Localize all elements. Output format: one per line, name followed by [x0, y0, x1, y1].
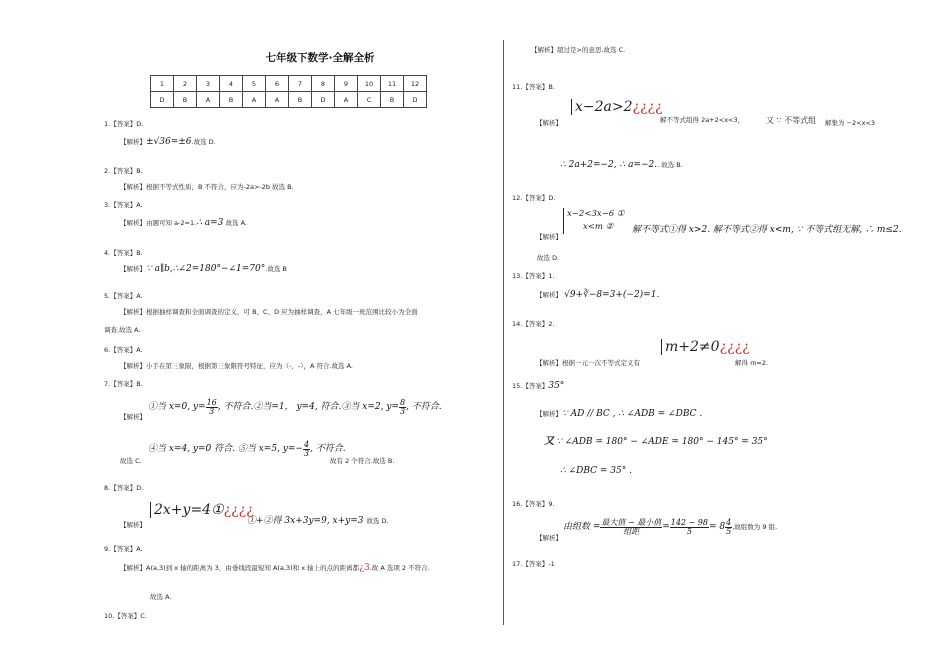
q16-answer: 16.【答案】9.: [512, 500, 555, 508]
answer-table-number-cell: 1: [151, 76, 174, 92]
q16-tail: ,故组数为 9 组.: [732, 523, 778, 531]
q7-answer: 7.【答案】B.: [104, 380, 143, 388]
q7-case3: .③当 x=2, y=: [338, 402, 399, 412]
q3-math: ∴ a=3: [196, 218, 224, 228]
q15-line2: [544, 437, 768, 447]
q16-frac-def: [600, 519, 662, 536]
q16-formula: [563, 516, 777, 538]
column-divider: [503, 40, 504, 625]
answer-table-answer-cell: A: [335, 92, 358, 108]
answer-table-answer-cell: B: [289, 92, 312, 108]
answer-table-answer-cell: A: [197, 92, 220, 108]
q1-explanation: [120, 138, 216, 147]
q11-answer: 11.【答案】B.: [512, 83, 555, 91]
q6-answer: 6.【答案】A.: [104, 346, 143, 354]
answer-table-number-cell: 11: [381, 76, 404, 92]
q16-exp-label: 【解析】: [536, 534, 562, 542]
answer-table-number-cell: 8: [312, 76, 335, 92]
q15-conclusion: ∴ ∠DBC = 35° .: [560, 466, 632, 476]
q8-exp-label: 【解析】: [120, 521, 146, 529]
q7-frac3-num: 4: [303, 439, 310, 449]
q14-tail: 解得 m=2.: [735, 359, 769, 367]
q16-eq: =: [662, 522, 670, 532]
q12-ineq1: x−2<3x−6 ①: [567, 209, 625, 219]
answer-table-number-cell: 12: [404, 76, 427, 92]
q11-system-eq: x−2a>2: [575, 99, 633, 115]
q9-answer: 9.【答案】A.: [104, 545, 143, 553]
q15-line3: [560, 467, 632, 476]
q7-frac3-den: 3: [303, 448, 310, 458]
q16-eq2: = 8: [709, 522, 726, 532]
q16-frac-val: [670, 519, 709, 536]
q5-explanation-line1: 【解析】根据抽样调查和全面调查的定义，可 B、C、D 应为抽样调查，A 七年级一班范围比较小为全面: [120, 308, 418, 316]
q15-exp-label: 【解析】: [536, 410, 562, 418]
q9-tail: .故 A 选项 2 不符合.: [369, 564, 430, 572]
q5-explanation-line2: 调查.故选 A.: [104, 326, 141, 334]
q5-answer: 5.【答案】A.: [104, 292, 143, 300]
q11-also: 又 ∵ 不等式组: [766, 116, 817, 125]
page-title: 七年级下数学·全解全析: [265, 52, 375, 64]
q11-tail: . 故选 B.: [657, 161, 683, 169]
q1-tail: .故选 D.: [191, 138, 216, 146]
q15-angle-calc: ∵ ∠ADB = 180° − ∠ADE = 180° − 145° = 35°: [556, 437, 768, 447]
q16-frac-def-num: 最大值 − 最小值: [601, 517, 662, 527]
q7-tail-right: 故有 2 个符合.故选 B.: [330, 457, 395, 465]
q12-solve: [632, 226, 902, 235]
q7-case4: ④当 x=4, y=0 符合: [148, 444, 233, 454]
q14-answer: 14.【答案】2.: [512, 320, 555, 328]
q15-also: 又: [544, 436, 554, 447]
q7-frac1-num: 16: [206, 397, 217, 407]
q8-answer: 8.【答案】D.: [104, 484, 144, 492]
q12-answer: 12.【答案】D.: [512, 194, 556, 202]
q14-garbled: ¿¿¿¿: [719, 339, 750, 355]
q11-result: ∴ 2a+2=−2, ∴ a=−2.: [560, 160, 658, 170]
answer-table-number-cell: 3: [197, 76, 220, 92]
q3-answer: 3.【答案】A.: [104, 201, 143, 209]
q9-conclusion: 故选 A.: [150, 593, 172, 601]
answer-table-number-row: [151, 76, 427, 92]
q7-case1-result: , 不符合: [217, 402, 251, 412]
q2-explanation: 【解析】根据不等式性质，B 不符合，应为-2a>-2b 故选 B.: [120, 183, 294, 191]
answer-table-answer-cell: D: [404, 92, 427, 108]
q15-answer: [512, 382, 564, 391]
answer-table-number-cell: 2: [174, 76, 197, 92]
q11-solution-set: 解集为 −2<x<3: [825, 119, 876, 127]
q15-explanation: [536, 410, 702, 419]
answer-table-answer-cell: A: [243, 92, 266, 108]
q7-frac2-den: 3: [399, 406, 406, 416]
q10-answer: 10.【答案】C.: [104, 612, 147, 620]
q7-exp-label: 【解析】: [120, 413, 146, 421]
q8-line: [247, 517, 389, 526]
answer-table-answer-cell: B: [220, 92, 243, 108]
q8-system-eq: 2x+y=4①: [154, 502, 224, 518]
q14-exp-label: 【解析】根据一元一次不等式定义有: [536, 359, 640, 367]
q1-math: ±√36=±6: [146, 137, 192, 147]
q1-answer: 1.【答案】D.: [104, 120, 144, 128]
q9-explanation: [120, 564, 430, 573]
q3-exp-label: 【解析】由题可知 a-2=1.: [120, 219, 197, 227]
q8-garbled: ¿¿¿¿: [223, 502, 254, 518]
answer-table-answer-cell: A: [266, 92, 289, 108]
q12-exp-label: 【解析】: [536, 233, 562, 241]
q15-line1: ∵ AD // BC , ∴ ∠ADB = ∠DBC .: [562, 409, 703, 419]
q4-exp-label: 【解析】: [120, 265, 146, 273]
q8-combine: ①+②得 3x+3y=9: [247, 516, 327, 526]
q7-tail-left: 故选 C.: [120, 457, 142, 465]
q11-system: [571, 99, 663, 115]
q7-case1: ①当 x=0, y=: [148, 402, 206, 412]
q6-explanation: 【解析】小手在第三象限，根据第三象限符号特征，应为（-，-），A 符合.故选 A.: [120, 362, 353, 370]
answer-table: [150, 75, 427, 108]
q15-answer-value: 35°: [548, 381, 565, 391]
q11-conclusion: [560, 161, 683, 170]
q7-line1: [148, 398, 442, 416]
q4-tail: .故选 B: [265, 265, 287, 273]
q7-frac1: [206, 399, 218, 416]
q13-explanation: [536, 291, 659, 300]
q13-exp-label: 【解析】: [536, 291, 562, 299]
q11-garbled: ¿¿¿¿: [632, 99, 663, 115]
q13-answer: 13.【答案】1.: [512, 272, 555, 280]
q8-tail: 故选 D.: [366, 517, 389, 525]
q12-solve-text: 解不等式①得 x>2. 解不等式②得 x<m, ∵ 不等式组无解, ∴ m≤2.: [632, 225, 902, 235]
q8-system: [150, 502, 254, 518]
q4-math: ∵ a∥b,∴∠2=180°−∠1=70°: [146, 264, 266, 274]
q7-case5: . ⑤当 x=5, y=−: [232, 444, 303, 454]
answer-table-answer-cell: B: [174, 92, 197, 108]
q9-math: ¿3: [359, 563, 370, 573]
answer-table-number-cell: 9: [335, 76, 358, 92]
q3-explanation: [120, 219, 247, 228]
q10-explanation: 【解析】超过是>的意思.故选 C.: [531, 46, 626, 54]
q7-case5-result: , 不符合.: [310, 444, 346, 454]
answer-table-number-cell: 10: [358, 76, 381, 92]
answer-table-number-cell: 4: [220, 76, 243, 92]
q7-frac2: [399, 399, 406, 416]
q11-exp-label: 【解析】: [536, 119, 562, 127]
q7-frac3: [303, 441, 310, 458]
q16-frac-res-num: 4: [726, 517, 732, 527]
q13-math: √9+∛−8=3+(−2)=1.: [564, 290, 660, 300]
q16-frac-val-num: 142 − 98: [670, 517, 708, 527]
q12-ineq2: x<m ②: [583, 222, 614, 232]
q8-result: , x+y=3: [326, 516, 364, 526]
q16-frac-val-den: 5: [686, 526, 692, 536]
answer-table-number-cell: 6: [266, 76, 289, 92]
q9-exp-text: 【解析】A(a,3)到 x 轴的距离为 3，由垂线段最短知 A(a,3)和 x 轴上的点的距离都: [120, 564, 360, 572]
q1-exp-label: 【解析】: [120, 138, 146, 146]
q17-answer: 17.【答案】-1: [512, 560, 555, 568]
q4-answer: 4.【答案】B.: [104, 249, 143, 257]
answer-table-answer-cell: D: [151, 92, 174, 108]
answer-table-number-cell: 5: [243, 76, 266, 92]
answer-table-answer-cell: B: [381, 92, 404, 108]
answer-table-answer-row: [151, 92, 427, 108]
q16-frac-def-den: 组距: [623, 526, 640, 536]
q2-answer: 2.【答案】B.: [104, 167, 143, 175]
answer-table-number-cell: 7: [289, 76, 312, 92]
q4-explanation: [120, 265, 287, 274]
q7-case2: .②当=1， y=4, 符合: [250, 402, 339, 412]
q16-lead: 由组数 =: [563, 522, 601, 532]
q14-condition-eq: m+2≠0: [665, 339, 720, 355]
q11-solve: 解不等式组得 2a+2<x<3，: [660, 116, 745, 124]
answer-table-answer-cell: D: [312, 92, 335, 108]
q7-frac1-den: 3: [209, 406, 215, 416]
answer-table-answer-cell: C: [358, 92, 381, 108]
q12-tail: 故选 D.: [537, 254, 560, 262]
q14-condition: [661, 339, 750, 355]
q7-line2: [148, 440, 346, 458]
q7-frac2-num: 8: [399, 397, 406, 407]
q7-case3-result: , 不符合.: [406, 402, 442, 412]
q16-frac-res-den: 5: [726, 526, 732, 536]
q3-tail: 故选 A.: [225, 219, 247, 227]
q12-system: [563, 208, 625, 234]
q15-answer-label: 15.【答案】: [512, 382, 549, 390]
